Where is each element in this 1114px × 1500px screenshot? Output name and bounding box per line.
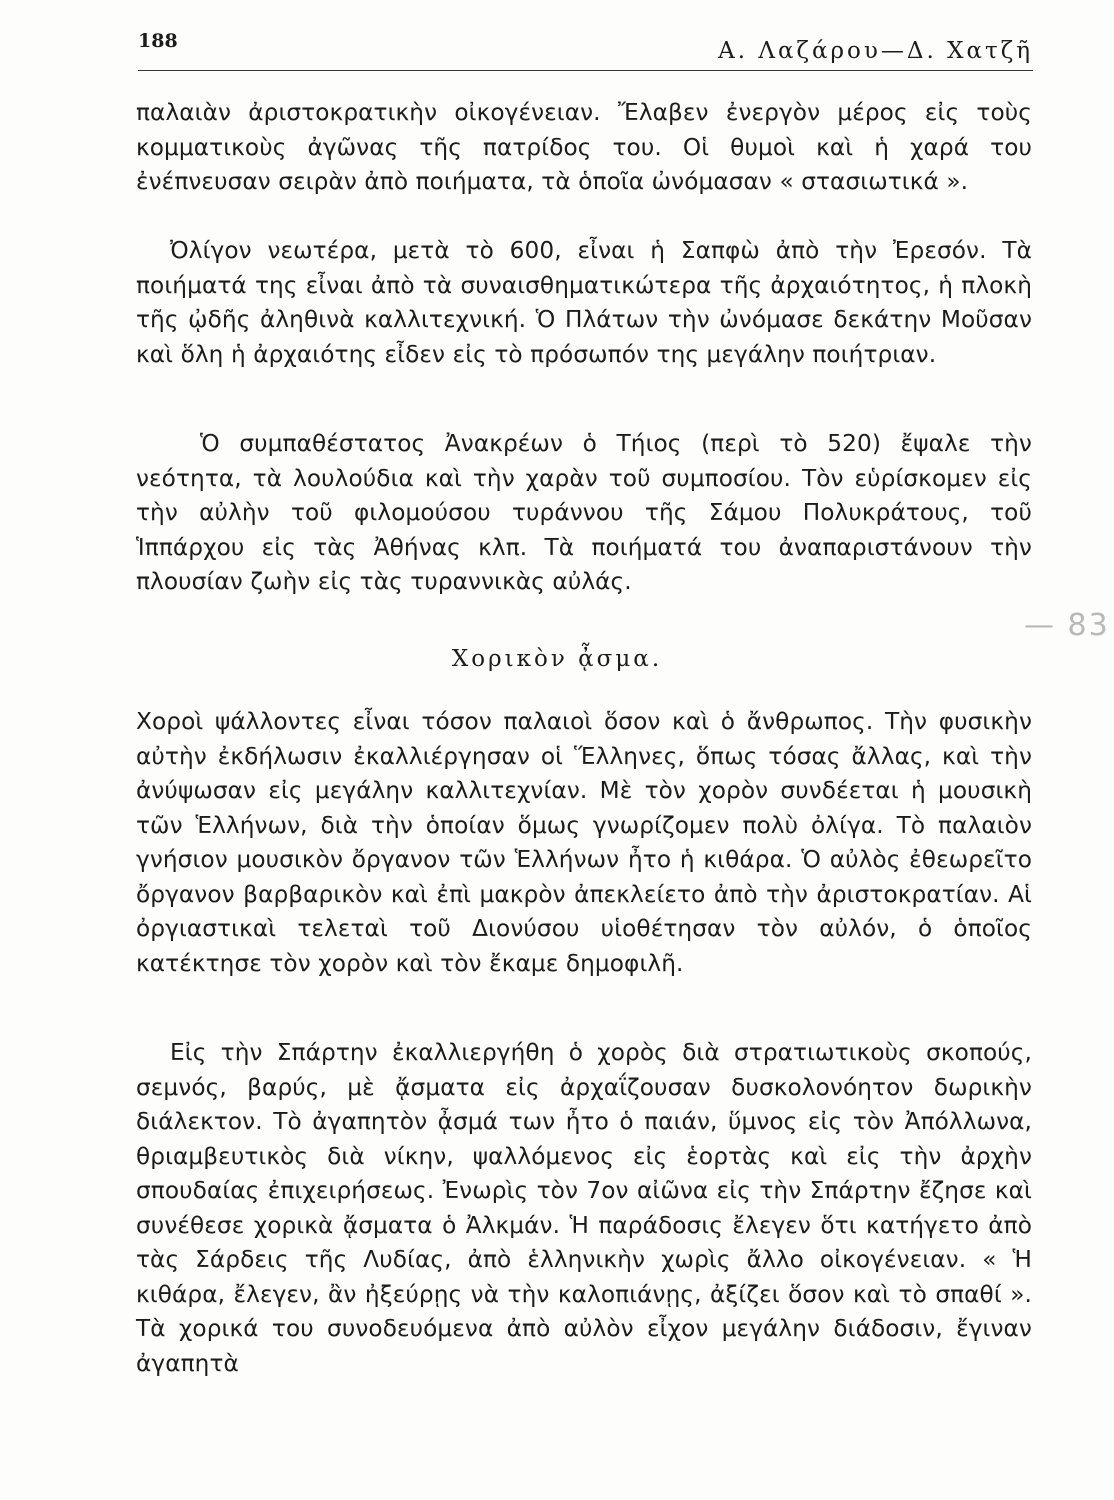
section-title: Χορικὸν ᾆσμα. [451, 646, 663, 672]
page-header [138, 30, 1033, 71]
running-head: Α. Λαζάρου—Δ. Χατζῆ [718, 38, 1033, 64]
paragraph-choral-song: Χοροὶ ψάλλοντες εἶναι τόσον παλαιοὶ ὅσον καὶ ὁ ἄνθρωπος. Τὴν φυσικὴν αὐτὴν ἐκδήλωσιν ἐκαλλιέργησαν οἱ Ἕλληνες, ὅπως τόσας ἄλλας, καὶ τὴν ἀνύψωσαν εἰς μεγάλην καλλιτεχνίαν. Μὲ τὸν χορὸν συνδέεται ἡ μουσικὴ τῶν Ἑλλήνων, διὰ τὴν ὁποίαν ὅμως γνωρίζομεν πολὺ ὀλίγα. Τὸ παλαιὸν γνήσιον μουσικὸν ὄργανον τῶν Ἑλλήνων ἦτο ἡ κιθάρα. Ὁ αὐλὸς ἐθεωρεῖτο ὄργανον βαρβαρικὸν καὶ ἐπὶ μακρὸν ἀπεκλείετο ἀπὸ τὴν ἀριστοκρατίαν. Αἱ ὀργιαστικαὶ τελεταὶ τοῦ Διονύσου υἱοθέτησαν τὸν αὐλόν, ὁ ὁποῖος κατέκτησε τὸν χορὸν καὶ τὸν ἔκαμε δημοφιλῆ. [136, 708, 1032, 977]
paragraph-anacreon: Ὁ συμπαθέστατος Ἀνακρέων ὁ Τήιος (περὶ τὸ 520) ἔψαλε τὴν νεότητα, τὰ λουλούδια καὶ τὴν χαρὰν τοῦ συμποσίου. Τὸν εὑρίσκομεν εἰς τὴν αὐλὴν τοῦ φιλομούσου τυράννου τῆς Σάμου Πολυκράτους, τοῦ Ἱππάρχου εἰς τὰς Ἀθήνας κλπ. Τὰ ποιήματά του ἀναπαριστάνουν τὴν πλουσίαν ζωὴν εἰς τὰς τυραννικὰς αὐλάς. [136, 430, 1032, 595]
paragraph-aristocratic-family: παλαιὰν ἀριστοκρατικὴν οἰκογένειαν. Ἔλαβεν ἐνεργὸν μέρος εἰς τοὺς κομματικοὺς ἀγῶνας τῆς πατρίδος του. Οἱ θυμοὶ καὶ ἡ χαρά του ἐνέπνευσαν σειρὰν ἀπὸ ποιήματα, τὰ ὁποῖα ὠνόμασαν « στασιωτικά ». [136, 99, 1032, 195]
paragraph-sparta: Εἰς τὴν Σπάρτην ἐκαλλιεργήθη ὁ χορὸς διὰ στρατιωτικοὺς σκοπούς, σεμνός, βαρύς, μὲ ᾄσματα εἰς ἀρχαΐζουσαν δυσκολονόητον δωρικὴν διάλεκτον. Τὸ ἀγαπητὸν ᾆσμά των ἦτο ὁ παιάν, ὕμνος εἰς τὸν Ἀπόλλωνα, θριαμβευτικὸς διὰ νίκην, ψαλλόμενος εἰς ἑορτὰς καὶ εἰς τὴν ἀρχὴν σπουδαίας ἐπιχειρήσεως. Ἐνωρὶς τὸν 7ον αἰῶνα εἰς τὴν Σπάρτην ἔζησε καὶ συνέθεσε χορικὰ ᾄσματα ὁ Ἀλκμάν. Ἡ παράδοσις ἔλεγεν ὅτι κατήγετο ἀπὸ τὰς Σάρδεις τῆς Λυδίας, ἀπὸ ἑλληνικὴν χωρὶς ἄλλο οἰκογένειαν. « Ἡ κιθάρα, ἔλεγεν, ἂν ἠξεύρῃς νὰ τὴν καλοπιάνῃς, ἀξίζει ὅσον καὶ τὸ σπαθί ». Τὰ χορικά του συνοδευόμενα ἀπὸ αὐλὸν εἶχον μεγάλην διάδοσιν, ἔγιναν ἀγαπητὰ [136, 1039, 1032, 1377]
margin-pencil-note: — 83 [1024, 608, 1110, 643]
paragraph-sappho: Ὀλίγον νεωτέρα, μετὰ τὸ 600, εἶναι ἡ Σαπφὼ ἀπὸ τὴν Ἐρεσόν. Τὰ ποιήματά της εἶναι ἀπὸ τὰ συναισθηματικώτερα τῆς ἀρχαιότητος, ἡ πλοκὴ τῆς ᾠδῆς ἀληθινὰ καλλιτεχνική. Ὁ Πλάτων τὴν ὠνόμασε δεκάτην Μοῦσαν καὶ ὅλη ἡ ἀρχαιότης εἶδεν εἰς τὸ πρόσωπόν της μεγάλην ποιήτριαν. [136, 237, 1032, 368]
page-number: 188 [138, 30, 178, 52]
